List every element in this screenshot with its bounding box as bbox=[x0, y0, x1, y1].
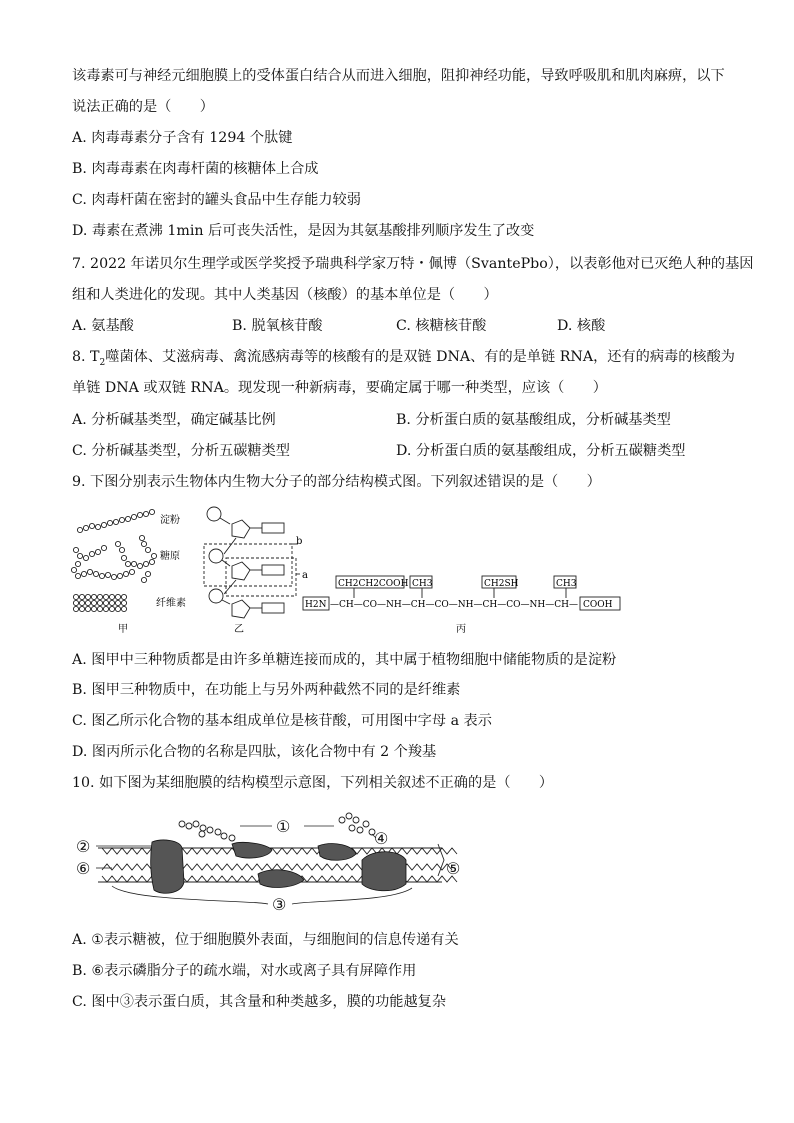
q8-stem-subscript: 2 bbox=[99, 357, 106, 368]
label-4: ④ bbox=[374, 829, 389, 848]
q6-stem-line1: 该毒素可与神经元细胞膜上的受体蛋白结合从而进入细胞，阻抑神经功能，导致呼吸肌和肌肉麻痹，以下 bbox=[72, 68, 725, 84]
q8-stem-rest: 噬菌体、艾滋病毒、禽流感病毒等的核酸有的是双链 DNA、有的是单链 RNA，还有的病毒的核酸为 bbox=[105, 349, 735, 365]
q7-stem-line2: 组和人类进化的发现。其中人类基因（核酸）的基本单位是（ ） bbox=[72, 287, 498, 303]
label-3: ③ bbox=[272, 895, 287, 914]
caption-jia: 甲 bbox=[118, 624, 128, 635]
mark-b: b bbox=[296, 536, 303, 547]
carboxyl-end: COOH bbox=[583, 600, 613, 610]
q9-option-c: C. 图乙所示化合物的基本组成单位是核苷酸，可用图中字母 a 表示 bbox=[72, 713, 492, 729]
label-2: ② bbox=[76, 837, 91, 856]
q8-option-d: D. 分析蛋白质的氨基酸组成，分析五碳糖类型 bbox=[396, 443, 686, 459]
r-group-2: CH3 bbox=[412, 579, 433, 589]
q9-option-a: A. 图甲中三种物质都是由许多单糖连接而成的，其中属于植物细胞中储能物质的是淀粉 bbox=[72, 652, 617, 668]
q7-stem-line1: 7. 2022 年诺贝尔生理学或医学奖授予瑞典科学家万特・佩博（SvantePbo），以表彰他对已灭绝人种的基因 bbox=[72, 256, 754, 272]
r-group-3: CH2SH bbox=[484, 579, 519, 589]
q10-option-b: B. ⑥表示磷脂分子的疏水端，对水或离子具有屏障作用 bbox=[72, 963, 417, 979]
q6-option-c: C. 肉毒杆菌在密封的罐头食品中生存能力较弱 bbox=[72, 192, 361, 208]
glycogen-diagram bbox=[71, 535, 156, 582]
q8-option-c: C. 分析碱基类型，分析五碳糖类型 bbox=[72, 443, 290, 459]
cellulose-diagram bbox=[73, 594, 126, 611]
label-starch: 淀粉 bbox=[160, 515, 180, 526]
nucleotide-chain-diagram bbox=[204, 507, 303, 618]
q6-option-b: B. 肉毒毒素在肉毒杆菌的核糖体上合成 bbox=[72, 161, 319, 177]
r-group-1: CH2CH2COOH bbox=[338, 579, 409, 589]
q10-stem: 10. 如下图为某细胞膜的结构模型示意图，下列相关叙述不正确的是（ ） bbox=[72, 775, 554, 791]
q8-option-b: B. 分析蛋白质的氨基酸组成，分析碱基类型 bbox=[396, 412, 671, 428]
q7-option-b: B. 脱氧核苷酸 bbox=[232, 318, 323, 334]
q7-option-a: A. 氨基酸 bbox=[72, 318, 134, 334]
peptide-backbone: —CH—CO—NH—CH—CO—NH—CH—CO—NH—CH— bbox=[330, 600, 578, 610]
q8-stem-line1 bbox=[72, 347, 735, 373]
q7-option-d: D. 核酸 bbox=[557, 318, 606, 334]
membrane-figure bbox=[72, 804, 472, 916]
starch-diagram bbox=[77, 509, 154, 532]
q8-stem-line2: 单链 DNA 或双链 RNA。现发现一种新病毒，要确定属于哪一种类型，应该（ ） bbox=[72, 380, 607, 396]
q6-option-a: A. 肉毒毒素分子含有 1294 个肽键 bbox=[72, 130, 293, 146]
q7-option-c: C. 核糖核苷酸 bbox=[396, 318, 487, 334]
q6-stem-line2: 说法正确的是（ ） bbox=[72, 99, 214, 115]
caption-bing: 丙 bbox=[456, 624, 466, 635]
label-cellulose: 纤维素 bbox=[156, 598, 186, 609]
label-5: ⑤ bbox=[446, 859, 461, 878]
caption-yi: 乙 bbox=[234, 624, 244, 635]
q9-figure bbox=[64, 500, 634, 642]
q10-option-a: A. ①表示糖被，位于细胞膜外表面，与细胞间的信息传递有关 bbox=[72, 932, 459, 948]
q6-option-d: D. 毒素在煮沸 1min 后可丧失活性，是因为其氨基酸排列顺序发生了改变 bbox=[72, 223, 535, 239]
label-6: ⑥ bbox=[76, 859, 91, 878]
label-glycogen: 糖原 bbox=[160, 551, 180, 562]
q9-stem: 9. 下图分别表示生物体内生物大分子的部分结构模式图。下列叙述错误的是（ ） bbox=[72, 474, 601, 490]
q10-option-c: C. 图中③表示蛋白质，其含量和种类越多，膜的功能越复杂 bbox=[72, 994, 447, 1010]
mark-a: a bbox=[302, 570, 308, 581]
r-group-4: CH3 bbox=[556, 579, 577, 589]
q8-option-a: A. 分析碱基类型，确定碱基比例 bbox=[72, 412, 276, 428]
q8-stem-prefix: 8. T bbox=[72, 349, 100, 365]
amino-end: H2N bbox=[305, 600, 327, 610]
label-1: ① bbox=[276, 817, 291, 836]
q9-option-d: D. 图丙所示化合物的名称是四肽，该化合物中有 2 个羧基 bbox=[72, 744, 437, 760]
q9-option-b: B. 图甲三种物质中，在功能上与另外两种截然不同的是纤维素 bbox=[72, 682, 461, 698]
